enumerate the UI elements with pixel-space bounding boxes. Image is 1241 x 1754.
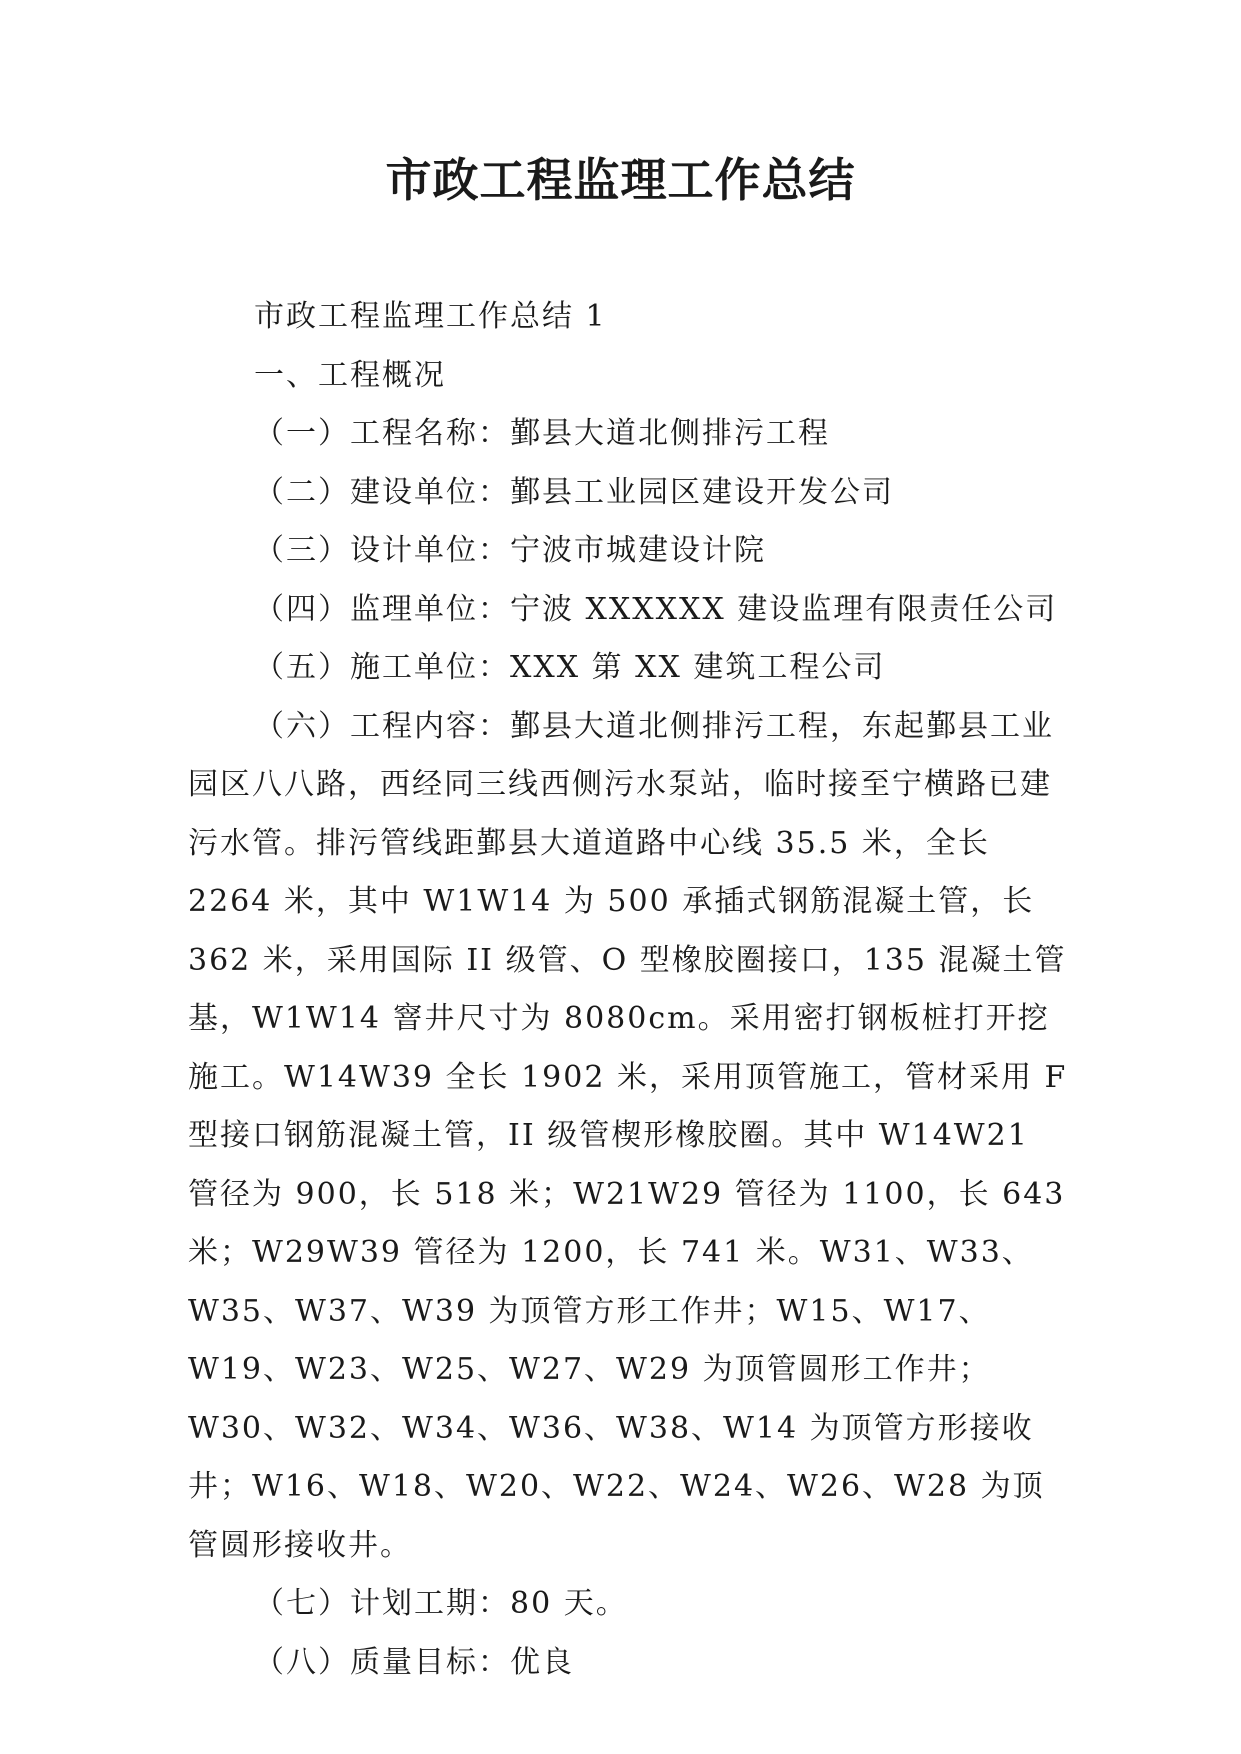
section-heading-overview: 一、工程概况 [254,357,446,393]
item-project-content: （六）工程内容：鄞县大道北侧排污工程，东起鄞县工业园区八八路，西经同三线西侧污水泵站，临时接至宁横路已建污水管。排污管线距鄞县大道道路中心线 35.5 米，全长 2264 米，其中 W1W14 为 500 承插式钢筋混凝土管，长 362 米，采用国际 II 级管、O 型橡胶圈接口，135 混凝土管基，W1W14 窨井尺寸为 8080cm。采用密打钢板桩打开挖施工。W14W39 全长 1902 米，采用顶管施工，管材采用 F 型接口钢筋混凝土管，II 级管楔形橡胶圈。其中 W14W21 管径为 900，长 518 米；W21W29 管径为 1100，长 643 米；W29W39 管径为 1200，长 741 米。W31、W33、W35、W37、W39 为顶管方形工作井；W15、W17、W19、W23、W25、W27、W29 为顶管圆形工作井；W30、W32、W34、W36、W38、W14 为顶管方形接收井；W16、W18、W20、W22、W24、W26、W28 为顶管圆形接收井。 [188,708,1068,1563]
item-schedule: （七）计划工期：80 天。 [254,1586,628,1621]
document-title: 市政工程监理工作总结 [385,153,856,207]
item-construction-unit: （二）建设单位：鄞县工业园区建设开发公司 [254,474,894,510]
item-design-unit: （三）设计单位：宁波市城建设计院 [254,533,766,568]
item-quality-target: （八）质量目标：优良 [254,1644,574,1680]
item-project-name: （一）工程名称：鄞县大道北侧排污工程 [254,416,830,451]
item-supervision-unit: （四）监理单位：宁波 XXXXXX 建设监理有限责任公司 [254,591,1058,627]
document-subtitle: 市政工程监理工作总结 1 [254,299,607,334]
document-body [188,288,1068,1692]
item-contractor-unit: （五）施工单位：XXX 第 XX 建筑工程公司 [254,650,886,685]
